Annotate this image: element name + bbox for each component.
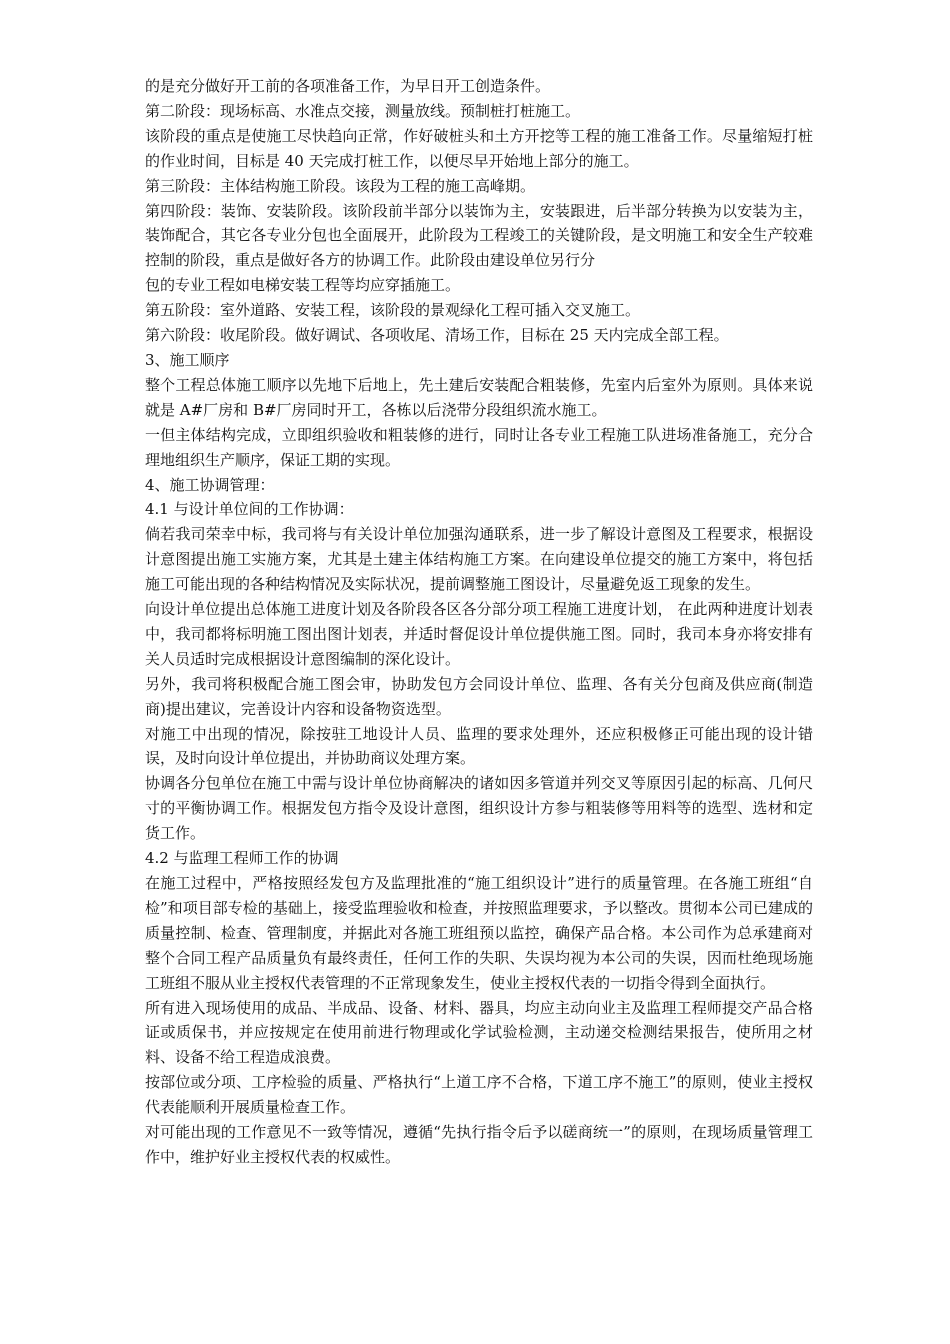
subsection-heading-4-2: 4.2 与监理工程师工作的协调 [145, 849, 339, 868]
paragraph-15: 向设计单位提出总体施工进度计划及各阶段各区各分部分项工程施工进度计划， 在此两种进度计划表中，我司都将标明施工图出图计划表，并适时督促设计单位提供施工图。同时，我司本身亦将安排有关人员适时完成根据设计意图编制的深化设计。 [145, 600, 813, 668]
paragraph-2: 第二阶段：现场标高、水准点交接，测量放线。预制桩打桩施工。 [145, 101, 581, 120]
document-body [145, 74, 813, 1170]
section-heading-3: 3、施工顺序 [145, 350, 230, 369]
paragraph-17: 对施工中出现的情况，除按驻工地设计人员、监理的要求处理外，还应积极修正可能出现的设计错误，及时向设计单位提出，并协助商议处理方案。 [145, 724, 813, 768]
section-heading-4: 4、施工协调管理： [145, 475, 275, 494]
paragraph-5: 第四阶段：装饰、安装阶段。该阶段前半部分以装饰为主，安装跟进，后半部分转换为以安装为主，装饰配合，其它各专业分包也全面展开，此阶段为工程竣工的关键阶段，是文明施工和安全生产较难控制的阶段，重点是做好各方的协调工作。此阶段由建设单位另行分 [145, 201, 813, 270]
paragraph-4: 第三阶段：主体结构施工阶段。该段为工程的施工高峰期。 [145, 176, 536, 195]
paragraph-23: 对可能出现的工作意见不一致等情况，遵循“先执行指令后予以磋商统一”的原则，在现场质量管理工作中，维护好业主授权代表的权威性。 [145, 1123, 813, 1166]
paragraph-20: 在施工过程中，严格按照经发包方及监理批准的“施工组织设计”进行的质量管理。在各施工班组“自检”和项目部专检的基础上，接受监理验收和检查，并按照监理要求，予以整改。贯彻本公司已建成的质量控制、检查、管理制度，并据此对各施工班组预以监控，确保产品合格。本公司作为总承建商对整个合同工程产品质量负有最终责任，任何工作的失职、失误均视为本公司的失误，因而杜绝现场施工班组不服从业主授权代表管理的不正常现象发生，使业主授权代表的一切指令得到全面执行。 [145, 874, 813, 992]
paragraph-16: 另外，我司将积极配合施工图会审，协助发包方会同设计单位、监理、各有关分包商及供应商(制造商)提出建议，完善设计内容和设备物资选型。 [145, 674, 813, 718]
paragraph-14: 倘若我司荣幸中标，我司将与有关设计单位加强沟通联系，进一步了解设计意图及工程要求，根据设计意图提出施工实施方案，尤其是土建主体结构施工方案。在向建设单位提交的施工方案中，将包括施工可能出现的各种结构情况及实际状况，提前调整施工图设计，尽量避免返工现象的发生。 [145, 525, 813, 594]
paragraph-6: 包的专业工程如电梯安装工程等均应穿插施工。 [145, 276, 461, 295]
subsection-heading-4-1: 4.1 与设计单位间的工作协调： [145, 500, 354, 519]
paragraph-21: 所有进入现场使用的成品、半成品、设备、材料、器具，均应主动向业主及监理工程师提交产品合格证或质保书，并应按规定在使用前进行物理或化学试验检测，主动递交检测结果报告，使所用之材料、设备不给工程造成浪费。 [145, 998, 813, 1067]
paragraph-10: 整个工程总体施工顺序以先地下后地上，先土建后安装配合粗装修，先室内后室外为原则。具体来说就是 A#厂房和 B#厂房同时开工，各栋以后浇带分段组织流水施工。 [145, 375, 813, 419]
paragraph-18: 协调各分包单位在施工中需与设计单位协商解决的诸如因多管道并列交叉等原因引起的标高、几何尺寸的平衡协调工作。根据发包方指令及设计意图，组织设计方参与粗装修等用料等的选型、选材和定货工作。 [145, 774, 813, 843]
paragraph-11: 一但主体结构完成，立即组织验收和粗装修的进行，同时让各专业工程施工队进场准备施工，充分合理地组织生产顺序，保证工期的实现。 [145, 425, 813, 469]
paragraph-22: 按部位或分项、工序检验的质量、严格执行“上道工序不合格，下道工序不施工”的原则，使业主授权代表能顺利开展质量检查工作。 [145, 1073, 813, 1117]
paragraph-3: 该阶段的重点是使施工尽快趋向正常，作好破桩头和土方开挖等工程的施工准备工作。尽量缩短打桩的作业时间，目标是 40 天完成打桩工作，以便尽早开始地上部分的施工。 [145, 126, 813, 170]
paragraph-7: 第五阶段：室外道路、安装工程，该阶段的景观绿化工程可插入交叉施工。 [145, 301, 641, 320]
paragraph-1: 的是充分做好开工前的各项准备工作，为早日开工创造条件。 [145, 77, 551, 95]
paragraph-8: 第六阶段：收尾阶段。做好调试、各项收尾、清场工作，目标在 25 天内完成全部工程。 [145, 326, 729, 345]
